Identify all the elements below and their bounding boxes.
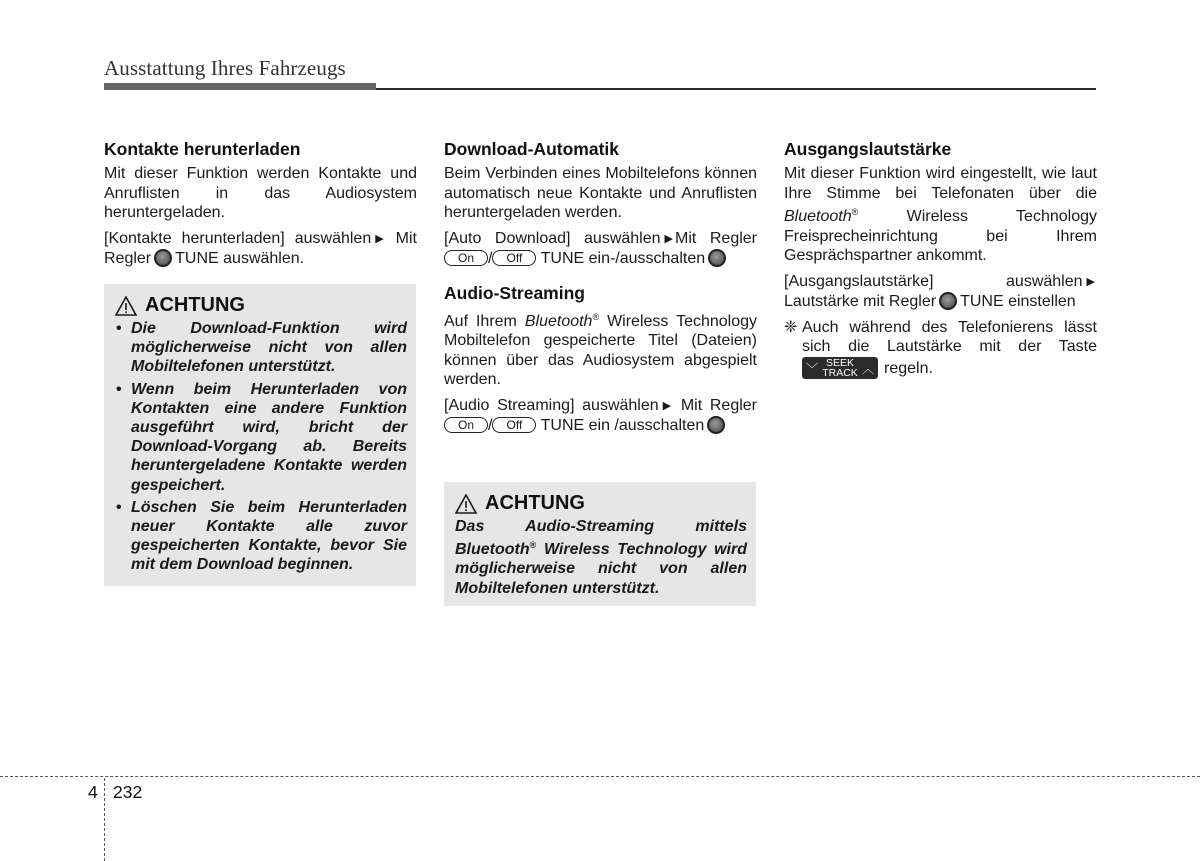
page-number: 232 <box>113 782 143 802</box>
instruction-auto-download: [Auto Download] auswählen ▶ Mit Regler On / Off TUNE ein-/ausschalten <box>444 229 757 267</box>
instruction-text: [Auto Download] auswählen <box>444 229 661 247</box>
warning-box-audio-streaming <box>444 482 756 606</box>
chapter-number: 4 <box>88 782 98 802</box>
warning-text <box>455 517 747 598</box>
note-mark-icon: ❈ <box>784 318 798 336</box>
warning-header <box>115 294 407 317</box>
warning-title: ACHTUNG <box>145 294 245 316</box>
warning-text-part: Das Audio-Streaming mittels <box>455 518 747 535</box>
instruction-text: TUNE einstellen <box>960 293 1076 310</box>
section-heading-audio-streaming: Audio-Streaming <box>444 282 585 303</box>
track-label: TRACK <box>822 366 858 379</box>
body-text: Mit dieser Funktion wird eingestellt, wie laut Ihre Stimme bei Telefonaten über die <box>784 165 1097 202</box>
arrow-right-icon: ▶ <box>662 399 672 412</box>
warning-header <box>455 492 747 515</box>
footer-rule <box>0 776 1200 777</box>
instruction-text: TUNE ein-/ausschalten <box>540 250 706 267</box>
section-heading-ausgangslautstaerke: Ausgangslautstärke <box>784 139 952 159</box>
warning-item: • Wenn beim Herunterladen von Kontakten eine andere Funktion ausgeführt wird, bricht der Download-Vorgang ab. Bereits heruntergeladene Kontakte werden gespeichert. <box>115 380 407 495</box>
seek-label: SEEK <box>825 356 854 369</box>
instruction-text: [Kontakte herunterladen] auswählen <box>104 229 372 247</box>
footer-vertical-rule <box>104 778 105 861</box>
registered-mark: ® <box>529 540 537 551</box>
registered-mark: ® <box>592 311 600 322</box>
paragraph-ausgangslautstaerke <box>784 164 1097 266</box>
off-button-icon: Off <box>492 417 536 433</box>
instruction-ausgangslautstaerke <box>784 272 1097 312</box>
arrow-right-icon: ▶ <box>664 232 673 245</box>
column-right <box>784 139 1097 385</box>
tune-knob-icon <box>939 292 957 310</box>
tune-knob-icon <box>154 249 172 267</box>
warning-item: • Löschen Sie beim Herunterladen neuer Kontakte alle zuvor gespeicherten Kontakte, bevor Sie mit dem Download beginnen. <box>115 498 407 575</box>
warning-triangle-icon <box>115 296 137 316</box>
instruction-text: Mit Regler <box>675 229 757 247</box>
column-middle <box>444 139 757 442</box>
registered-mark: ® <box>851 207 859 217</box>
arrow-right-icon: ▶ <box>1086 275 1095 288</box>
note-volume-while-calling <box>784 318 1097 379</box>
seek-track-button-icon <box>802 357 878 379</box>
running-header: Ausstattung Ihres Fahrzeugs <box>104 56 346 80</box>
section-heading-download-automatik: Download-Automatik <box>444 139 619 159</box>
bluetooth-term: Bluetooth <box>455 541 530 559</box>
bluetooth-term: Bluetooth <box>524 312 593 330</box>
header-rule-accent <box>104 83 376 90</box>
instruction-text: Mit Regler <box>104 229 417 267</box>
instruction-text: [Audio Streaming] auswählen <box>444 396 659 414</box>
section-heading-kontakte: Kontakte herunterladen <box>104 139 301 159</box>
instruction-text: TUNE auswählen. <box>175 250 305 267</box>
chevron-up-icon: ︿ <box>861 361 874 376</box>
warning-list <box>115 319 407 575</box>
body-text: Wireless Technology Freisprecheinrichtung bei Ihrem Gesprächspartner ankommt. <box>784 208 1097 264</box>
arrow-right-icon: ▶ <box>375 232 384 245</box>
chevron-down-icon: ﹀ <box>806 361 819 376</box>
column-left <box>104 139 417 275</box>
instruction-text: [Ausgangslautstärke] auswählen <box>784 272 1083 290</box>
on-button-icon: On <box>444 417 488 433</box>
instruction-audio-streaming: [Audio Streaming] auswählen ▶ Mit Regler On / Off TUNE ein /ausschalten <box>444 396 758 434</box>
warning-box-download <box>104 284 416 586</box>
bluetooth-term: Bluetooth <box>784 208 852 225</box>
off-button-icon: Off <box>492 250 536 266</box>
warning-item: • Die Download-Funktion wird möglicherweise nicht von allen Mobiltelefonen unterstützt. <box>115 319 407 377</box>
paragraph-kontakte: Mit dieser Funktion werden Kontakte und Anruflisten in das Audiosystem heruntergeladen. <box>104 165 417 221</box>
note-text: regeln. <box>884 359 933 377</box>
note-text: Auch während des Telefonierens lässt sich die Lautstärke mit der Taste <box>802 318 1097 355</box>
warning-text-part: Wireless Technology wird möglicherweise nicht von allen Mobiltelefonen unterstützt. <box>455 541 747 597</box>
body-text: Auf Ihrem <box>444 312 517 330</box>
tune-knob-icon <box>708 249 726 267</box>
body-text: Wireless Technology Mobiltelefon gespeicherte Titel (Dateien) können über das Audiosystem abgespielt werden. <box>444 312 758 388</box>
instruction-kontakte <box>104 229 417 269</box>
warning-title: ACHTUNG <box>485 492 585 514</box>
paragraph-download-automatik: Beim Verbinden eines Mobiltelefons können automatisch neue Kontakte und Anruflisten heruntergeladen werden. <box>444 165 757 221</box>
instruction-text: Lautstärke mit Regler <box>784 293 937 310</box>
instruction-text: Mit Regler <box>680 396 758 414</box>
warning-triangle-icon <box>455 494 477 514</box>
instruction-text: TUNE ein /ausschalten <box>540 417 705 434</box>
on-button-icon: On <box>444 250 488 266</box>
tune-knob-icon <box>707 416 725 434</box>
paragraph-audio-streaming <box>444 308 757 390</box>
